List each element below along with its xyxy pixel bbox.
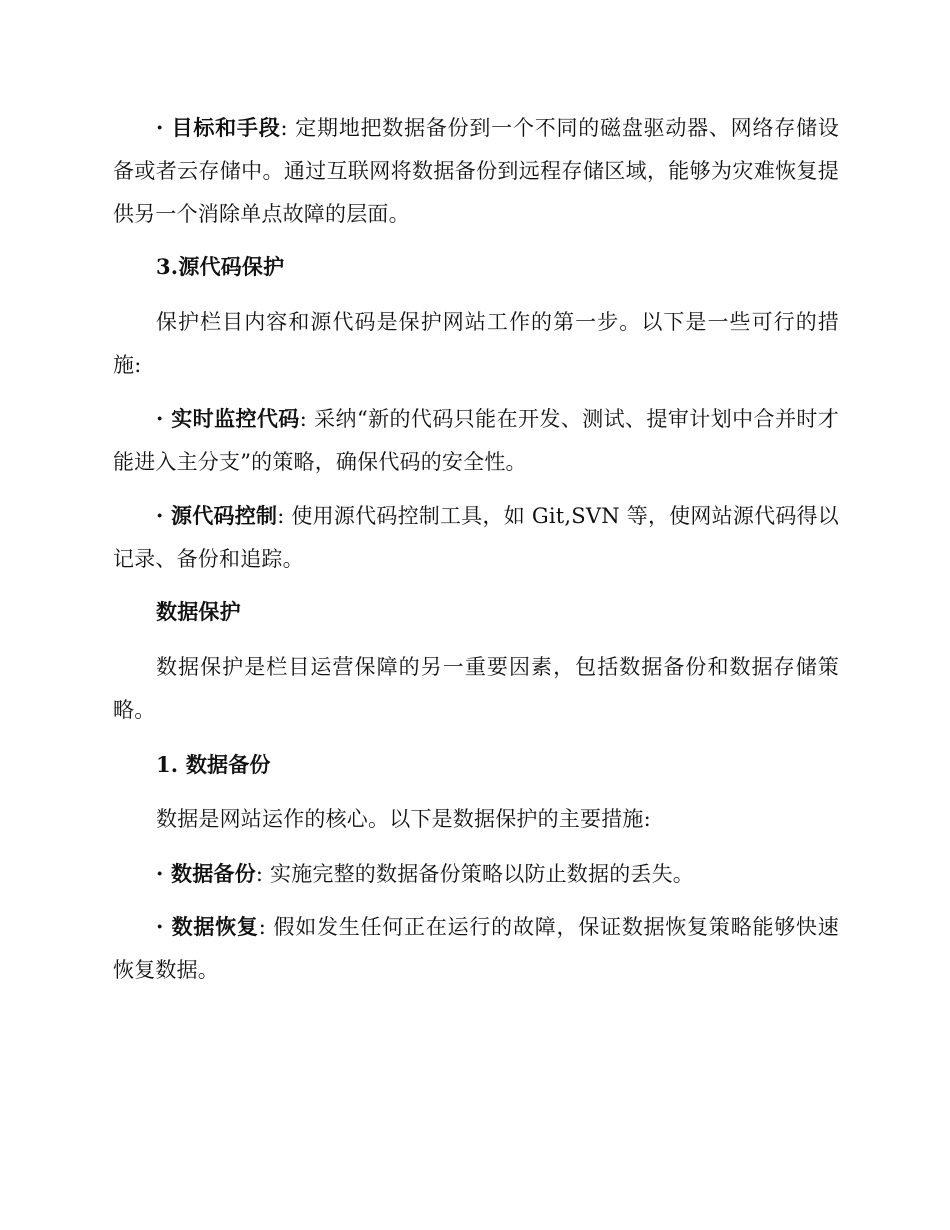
- body-paragraph: 保护栏目内容和源代码是保护网站工作的第一步。以下是一些可行的措施:: [113, 310, 839, 377]
- bullet-separator: :: [258, 915, 266, 939]
- bullet-label: · 实时监控代码: [156, 406, 300, 431]
- bullet-separator: :: [299, 407, 308, 431]
- bullet-text: 采纳“新的代码只能在开发、测试、提审计划中合并时才能进入主分支”的策略，确保代码的安全性。: [113, 407, 839, 474]
- bullet-data-recovery: [113, 905, 839, 992]
- section-heading-data-backup: 1. 数据备份: [156, 752, 271, 777]
- bullet-label: · 数据备份: [156, 861, 256, 886]
- bullet-label: · 数据恢复: [156, 914, 259, 939]
- bullet-label: · 目标和手段: [156, 115, 281, 140]
- bullet-text: 假如发生任何正在运行的故障，保证数据恢复策略能够快速恢复数据。: [113, 915, 839, 982]
- bullet-source-control: [113, 494, 839, 581]
- section-heading-source-code-protection: 3.源代码保护: [156, 254, 285, 279]
- bullet-goals-and-means: [113, 106, 839, 236]
- bullet-realtime-code-monitoring: [113, 397, 839, 484]
- bullet-text: 定期地把数据备份到一个不同的磁盘驱动器、网络存储设备或者云存储中。通过互联网将数据备份到远程存储区域，能够为灾难恢复提供另一个消除单点故障的层面。: [113, 116, 839, 226]
- bullet-text: 使用源代码控制工具，如 Git,SVN 等，使网站源代码得以记录、备份和追踪。: [113, 504, 839, 571]
- body-paragraph: 数据保护是栏目运营保障的另一重要因素，包括数据备份和数据存储策略。: [113, 655, 839, 722]
- body-paragraph: 数据是网站运作的核心。以下是数据保护的主要措施:: [156, 807, 651, 831]
- bullet-separator: :: [280, 116, 288, 140]
- bullet-label: · 源代码控制: [156, 503, 278, 528]
- bullet-text: 实施完整的数据备份策略以防止数据的丢失。: [270, 862, 694, 886]
- bullet-data-backup: [113, 852, 839, 896]
- bullet-separator: :: [255, 862, 264, 886]
- bullet-separator: :: [277, 504, 285, 528]
- section-heading-data-protection: 数据保护: [156, 599, 241, 624]
